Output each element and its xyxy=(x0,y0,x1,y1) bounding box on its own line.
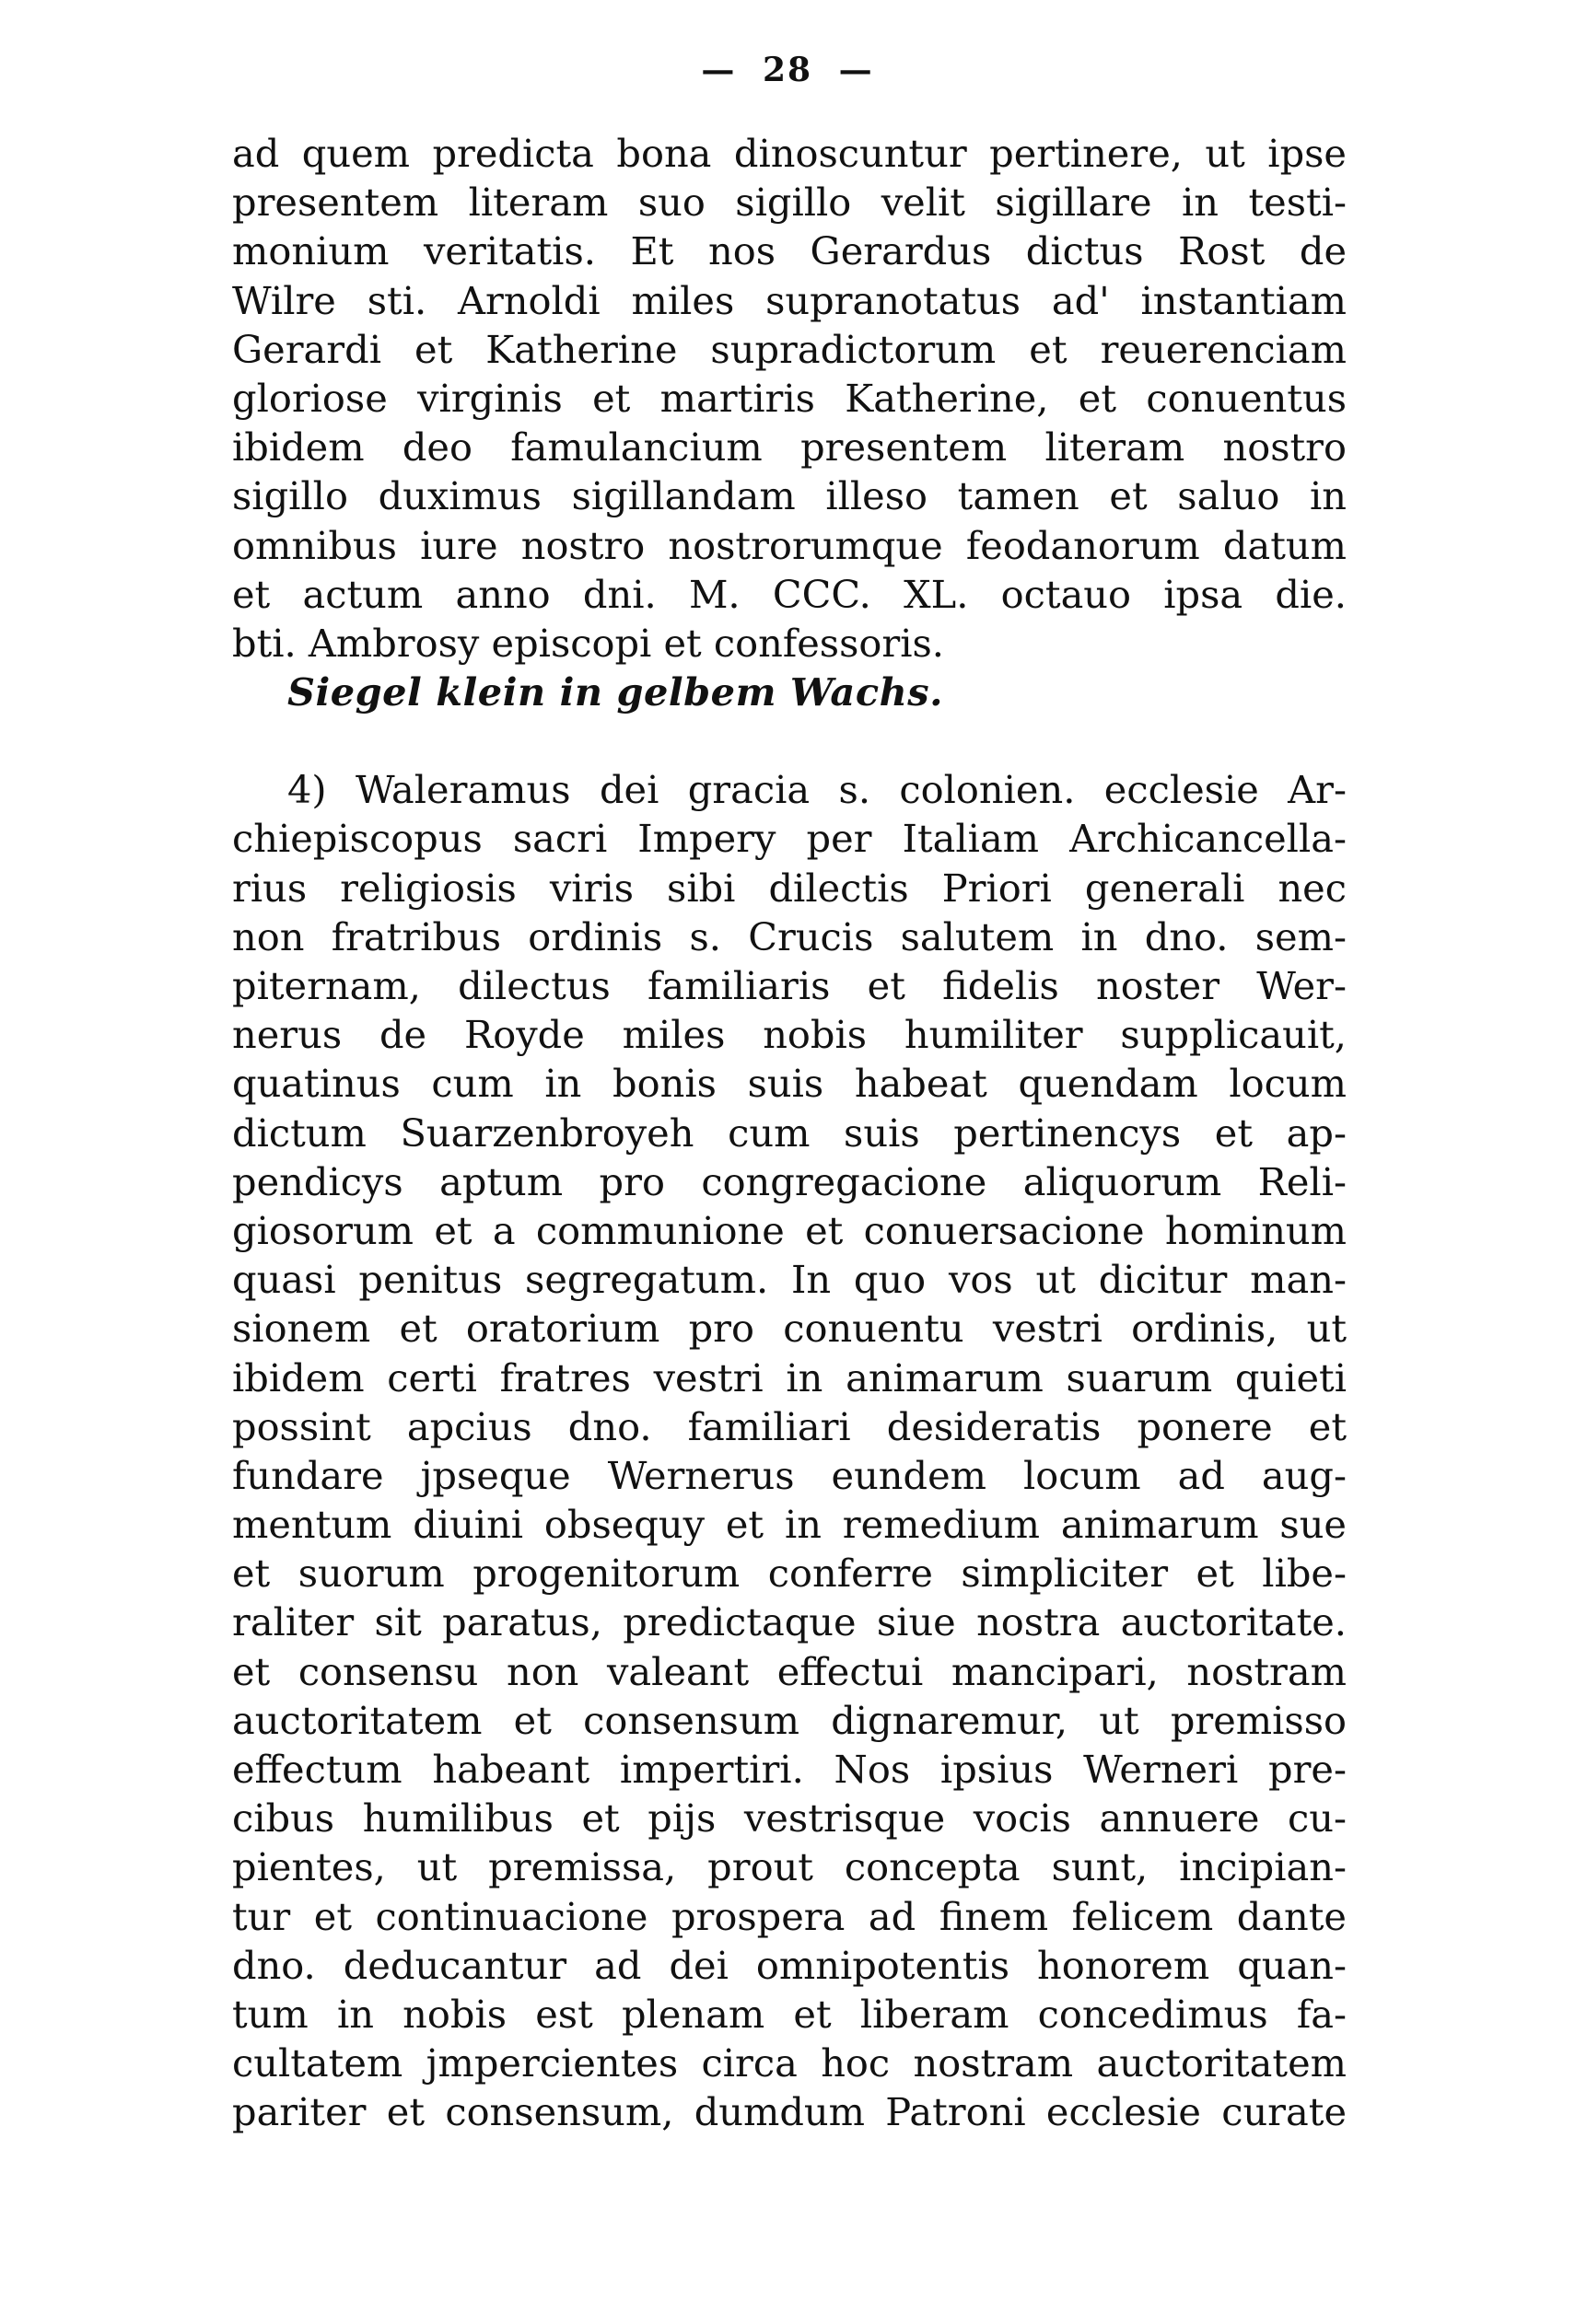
text-line: cibus humilibus et pijs vestrisque vocis annuere cu- xyxy=(232,1795,1347,1842)
text-line: pientes, ut premissa, prout concepta sunt, incipian- xyxy=(232,1844,1347,1890)
text-line: quasi penitus segregatum. In quo vos ut dicitur man- xyxy=(232,1257,1347,1303)
text-line: ad quem predicta bona dinoscuntur pertinere, ut ipse xyxy=(232,131,1347,176)
text-line: rius religiosis viris sibi dilectis Priori generali nec xyxy=(232,865,1347,911)
text-line: 4) Waleramus dei gracia s. colonien. ecclesie Ar- xyxy=(287,767,1347,813)
text-line: ibidem deo famulancium presentem literam nostro xyxy=(232,424,1347,471)
text-line: quatinus cum in bonis suis habeat quendam locum xyxy=(232,1061,1347,1107)
body-text xyxy=(232,129,1347,2137)
text-line: giosorum et a communione et conuersacione hominum xyxy=(232,1207,1347,1253)
text-line: et actum anno dni. M. CCC. XL. octauo ipsa die. xyxy=(232,571,1347,617)
text-line: et consensu non valeant effectui mancipari, nostram xyxy=(232,1648,1347,1694)
page-header xyxy=(0,51,1575,89)
text-line: auctoritatem et consensum dignaremur, ut premisso xyxy=(232,1697,1347,1743)
text-line: bti. Ambrosy episcopi et confessoris. xyxy=(232,620,944,666)
text-line: tur et continuacione prospera ad finem felicem dante xyxy=(232,1893,1347,1939)
text-line: presentem literam suo sigillo velit sigillare in testi- xyxy=(232,180,1347,226)
text-line: fundare jpseque Wernerus eundem locum ad aug- xyxy=(232,1452,1347,1498)
text-line: piternam, dilectus familiaris et fidelis noster Wer- xyxy=(232,963,1347,1008)
text-line: gloriose virginis et martiris Katherine, et conuentus xyxy=(232,375,1347,421)
text-line: pendicys aptum pro congregacione aliquorum Reli- xyxy=(232,1158,1347,1204)
header-dash-left: — xyxy=(701,51,737,89)
text-line: ibidem certi fratres vestri in animarum suarum quieti xyxy=(232,1354,1347,1400)
paragraph-2 xyxy=(232,765,1347,2136)
text-line: cultatem jmpercientes circa hoc nostram auctoritatem xyxy=(232,2040,1347,2086)
text-line: et suorum progenitorum conferre simpliciter et libe- xyxy=(232,1551,1347,1597)
text-line: dictum Suarzenbroyeh cum suis pertinencys et ap- xyxy=(232,1110,1347,1156)
text-line: raliter sit paratus, predictaque siue nostra auctoritate. xyxy=(232,1599,1347,1645)
text-line: dno. deducantur ad dei omnipotentis honorem quan- xyxy=(232,1942,1347,1988)
text-line: Gerardi et Katherine supradictorum et reuerenciam xyxy=(232,326,1347,372)
text-line: omnibus iure nostro nostrorumque feodanorum datum xyxy=(232,522,1347,568)
paragraph-spacer xyxy=(232,716,1347,765)
page-number: 28 xyxy=(762,51,813,89)
header-dash-right: — xyxy=(838,51,874,89)
text-line: effectum habeant impertiri. Nos ipsius Werneri pre- xyxy=(232,1747,1347,1792)
text-line: possint apcius dno. familiari desideratis ponere et xyxy=(232,1403,1347,1449)
text-line: monium veritatis. Et nos Gerardus dictus Rost de xyxy=(232,228,1347,274)
seal-note: Siegel klein in gelbem Wachs. xyxy=(287,669,944,715)
text-line: chiepiscopus sacri Impery per Italiam Archicancella- xyxy=(232,816,1347,862)
paragraph-1 xyxy=(232,129,1347,668)
text-line: Wilre sti. Arnoldi miles supranotatus ad' instantiam xyxy=(232,277,1347,323)
text-line: mentum diuini obsequy et in remedium animarum sue xyxy=(232,1502,1347,1548)
text-line: sionem et oratorium pro conuentu vestri ordinis, ut xyxy=(232,1306,1347,1352)
text-line: sigillo duximus sigillandam illeso tamen et saluo in xyxy=(232,473,1347,519)
text-line: nerus de Royde miles nobis humiliter supplicauit, xyxy=(232,1012,1347,1058)
text-line: pariter et consensum, dumdum Patroni ecclesie curate xyxy=(232,2089,1347,2135)
text-line: non fratribus ordinis s. Crucis salutem in dno. sem- xyxy=(232,913,1347,959)
text-line: tum in nobis est plenam et liberam concedimus fa- xyxy=(232,1991,1347,2037)
